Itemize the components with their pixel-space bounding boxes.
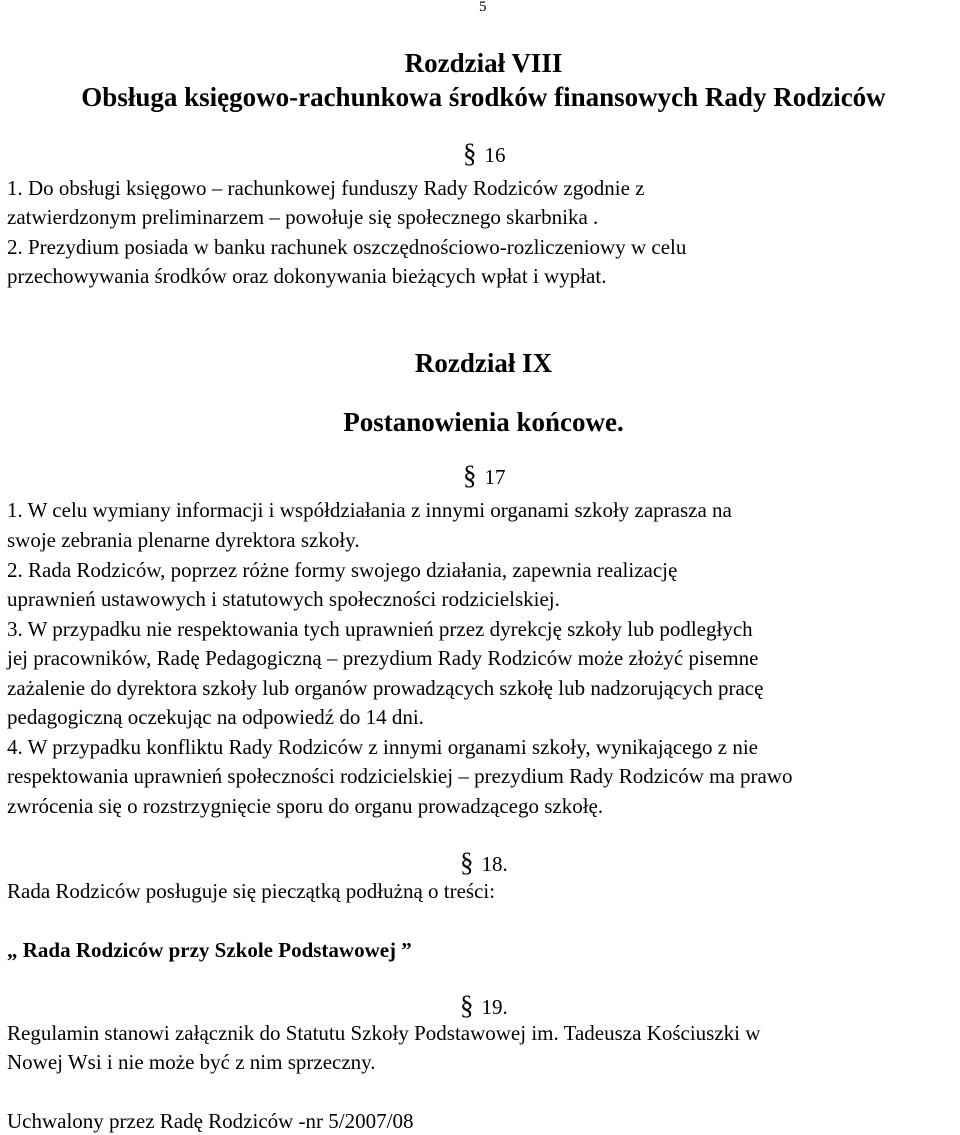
sec16-para1-line2: zatwierdzonym preliminarzem – powołuje się społecznego skarbnika . (7, 205, 599, 229)
sec17-para1-line1: 1. W celu wymiany informacji i współdziałania z innymi organami szkoły zaprasza na (7, 498, 732, 522)
section-number: 17 (484, 465, 506, 489)
chapter-8-title: Rozdział VIII (404, 48, 563, 78)
section-19-heading (460, 992, 508, 1019)
sec17-para3-line1: 3. W przypadku nie respektowania tych uprawnień przez dyrekcję szkoły lub podległych (7, 617, 753, 641)
sec17-para1-line2: swoje zebrania plenarne dyrektora szkoły. (7, 528, 360, 552)
section-16-heading (463, 140, 506, 167)
chapter-8-subtitle: Obsługa księgowo-rachunkowa środków finansowych Rady Rodziców (81, 82, 886, 112)
sec17-para2-line1: 2. Rada Rodziców, poprzez różne formy swojego działania, zapewnia realizację (7, 558, 678, 582)
chapter-9-title: Rozdział IX (414, 348, 553, 378)
sec17-para3-line2: jej pracowników, Radę Pedagogiczną – prezydium Rady Rodziców może złożyć pisemne (7, 646, 759, 670)
sec18-text: Rada Rodziców posługuje się pieczątką podłużną o treści: (7, 879, 496, 903)
section-17-heading (463, 462, 506, 489)
page-number: 5 (479, 0, 487, 15)
sec17-para4-line3: zwrócenia się o rozstrzygnięcie sporu do organu prowadzącego szkołę. (7, 794, 604, 818)
sec17-para4-line2: respektowania uprawnień społeczności rodzicielskiej – prezydium Rady Rodziców ma prawo (7, 764, 793, 788)
chapter-9-subtitle: Postanowienia końcowe. (343, 407, 624, 437)
section-number: 16 (484, 143, 506, 167)
stamp-text: „ Rada Rodziców przy Szkole Podstawowej ” (7, 938, 412, 962)
sec16-para2-line1: 2. Prezydium posiada w banku rachunek oszczędnościowo-rozliczeniowy w celu (7, 235, 687, 259)
section-symbol: § (463, 138, 477, 168)
section-symbol: § (460, 990, 474, 1020)
sec17-para3-line3: zażalenie do dyrektora szkoły lub organów prowadzących szkołę lub nadzorujących pracę (7, 676, 764, 700)
sec19-line2: Nowej Wsi i nie może być z nim sprzeczny. (7, 1050, 376, 1074)
sec19-line1: Regulamin stanowi załącznik do Statutu Szkoły Podstawowej im. Tadeusza Kościuszki w (7, 1021, 761, 1045)
footer-resolution: Uchwalony przez Radę Rodziców -nr 5/2007/08 (7, 1109, 414, 1133)
sec17-para4-line1: 4. W przypadku konfliktu Rady Rodziców z innymi organami szkoły, wynikającego z nie (7, 735, 758, 759)
sec16-para1-line1: 1. Do obsługi księgowo – rachunkowej funduszy Rady Rodziców zgodnie z (7, 176, 645, 200)
sec16-para2-line2: przechowywania środków oraz dokonywania bieżących wpłat i wypłat. (7, 264, 607, 288)
section-number: 19. (481, 995, 508, 1019)
sec17-para3-line4: pedagogiczną oczekując na odpowiedź do 14 dni. (7, 705, 424, 729)
section-18-heading (460, 849, 508, 876)
section-number: 18. (481, 852, 508, 876)
section-symbol: § (460, 847, 474, 877)
section-symbol: § (463, 460, 477, 490)
sec17-para2-line2: uprawnień ustawowych i statutowych społeczności rodzicielskiej. (7, 587, 560, 611)
